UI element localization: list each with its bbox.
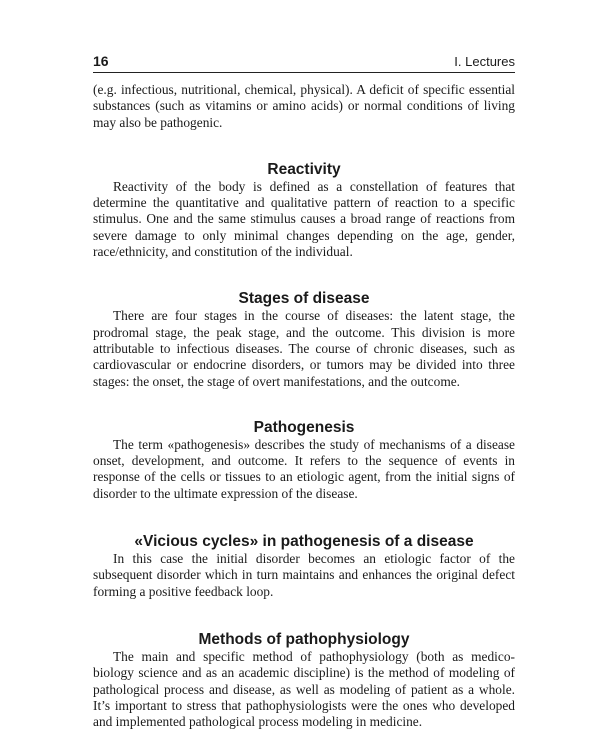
page-content xyxy=(93,82,515,730)
section-heading-methods-of-pathophysiology: Methods of pathophysiology xyxy=(198,630,410,648)
section-body-pathogenesis: The term «pathogenesis» describes the study of mechanisms of a disease onset, development, and outcome. It refers to the sequence of events in response of the cells or tissues to an etiologic agent, from the initial signs of disorder to the ultimate expression of the disease. xyxy=(93,436,515,501)
intro-paragraph: (e.g. infectious, nutritional, chemical, physical). A deficit of specific essential substances (such as vitamins or amino acids) or normal conditions of living may also be pathogenic. xyxy=(93,82,515,130)
section-heading-pathogenesis: Pathogenesis xyxy=(253,418,355,436)
section-heading-reactivity: Reactivity xyxy=(267,160,341,178)
section-body-methods-of-pathophysiology: The main and specific method of pathophysiology (both as medico-biology science and as an academic discipline) is the method of modeling of pathological process and disease, as well as modeling of patient as a whole. It’s important to stress that pathophysiologists were the ones who developed and implemented pathological process modeling in medicine. xyxy=(93,648,515,730)
section-body-vicious-cycles: In this case the initial disorder becomes an etiologic factor of the subsequent disorder which in turn maintains and enhances the original defect forming a positive feedback loop. xyxy=(93,551,515,599)
running-title: I. Lectures xyxy=(454,54,515,69)
section-body-stages-of-disease: There are four stages in the course of diseases: the latent stage, the prodromal stage, the peak stage, and the outcome. This division is more attributable to infectious diseases. The course of chronic diseases, such as cardiovascular or endocrine disorders, or tumors may be divided into three stages: the onset, the stage of overt manifestations, and the outcome. xyxy=(93,308,515,389)
section-heading-stages-of-disease: Stages of disease xyxy=(238,290,370,308)
section-heading-vicious-cycles: «Vicious cycles» in pathogenesis of a disease xyxy=(134,533,474,551)
page-number: 16 xyxy=(93,53,109,69)
section-body-reactivity: Reactivity of the body is defined as a constellation of features that determine the quantitative and qualitative pattern of reaction to a specific stimulus. One and the same stimulus causes a broad range of reactions from severe damage to only minimal changes depending on the age, gender, race/ethnicity, and constitution of the individual. xyxy=(93,178,515,260)
page-header xyxy=(93,52,515,73)
